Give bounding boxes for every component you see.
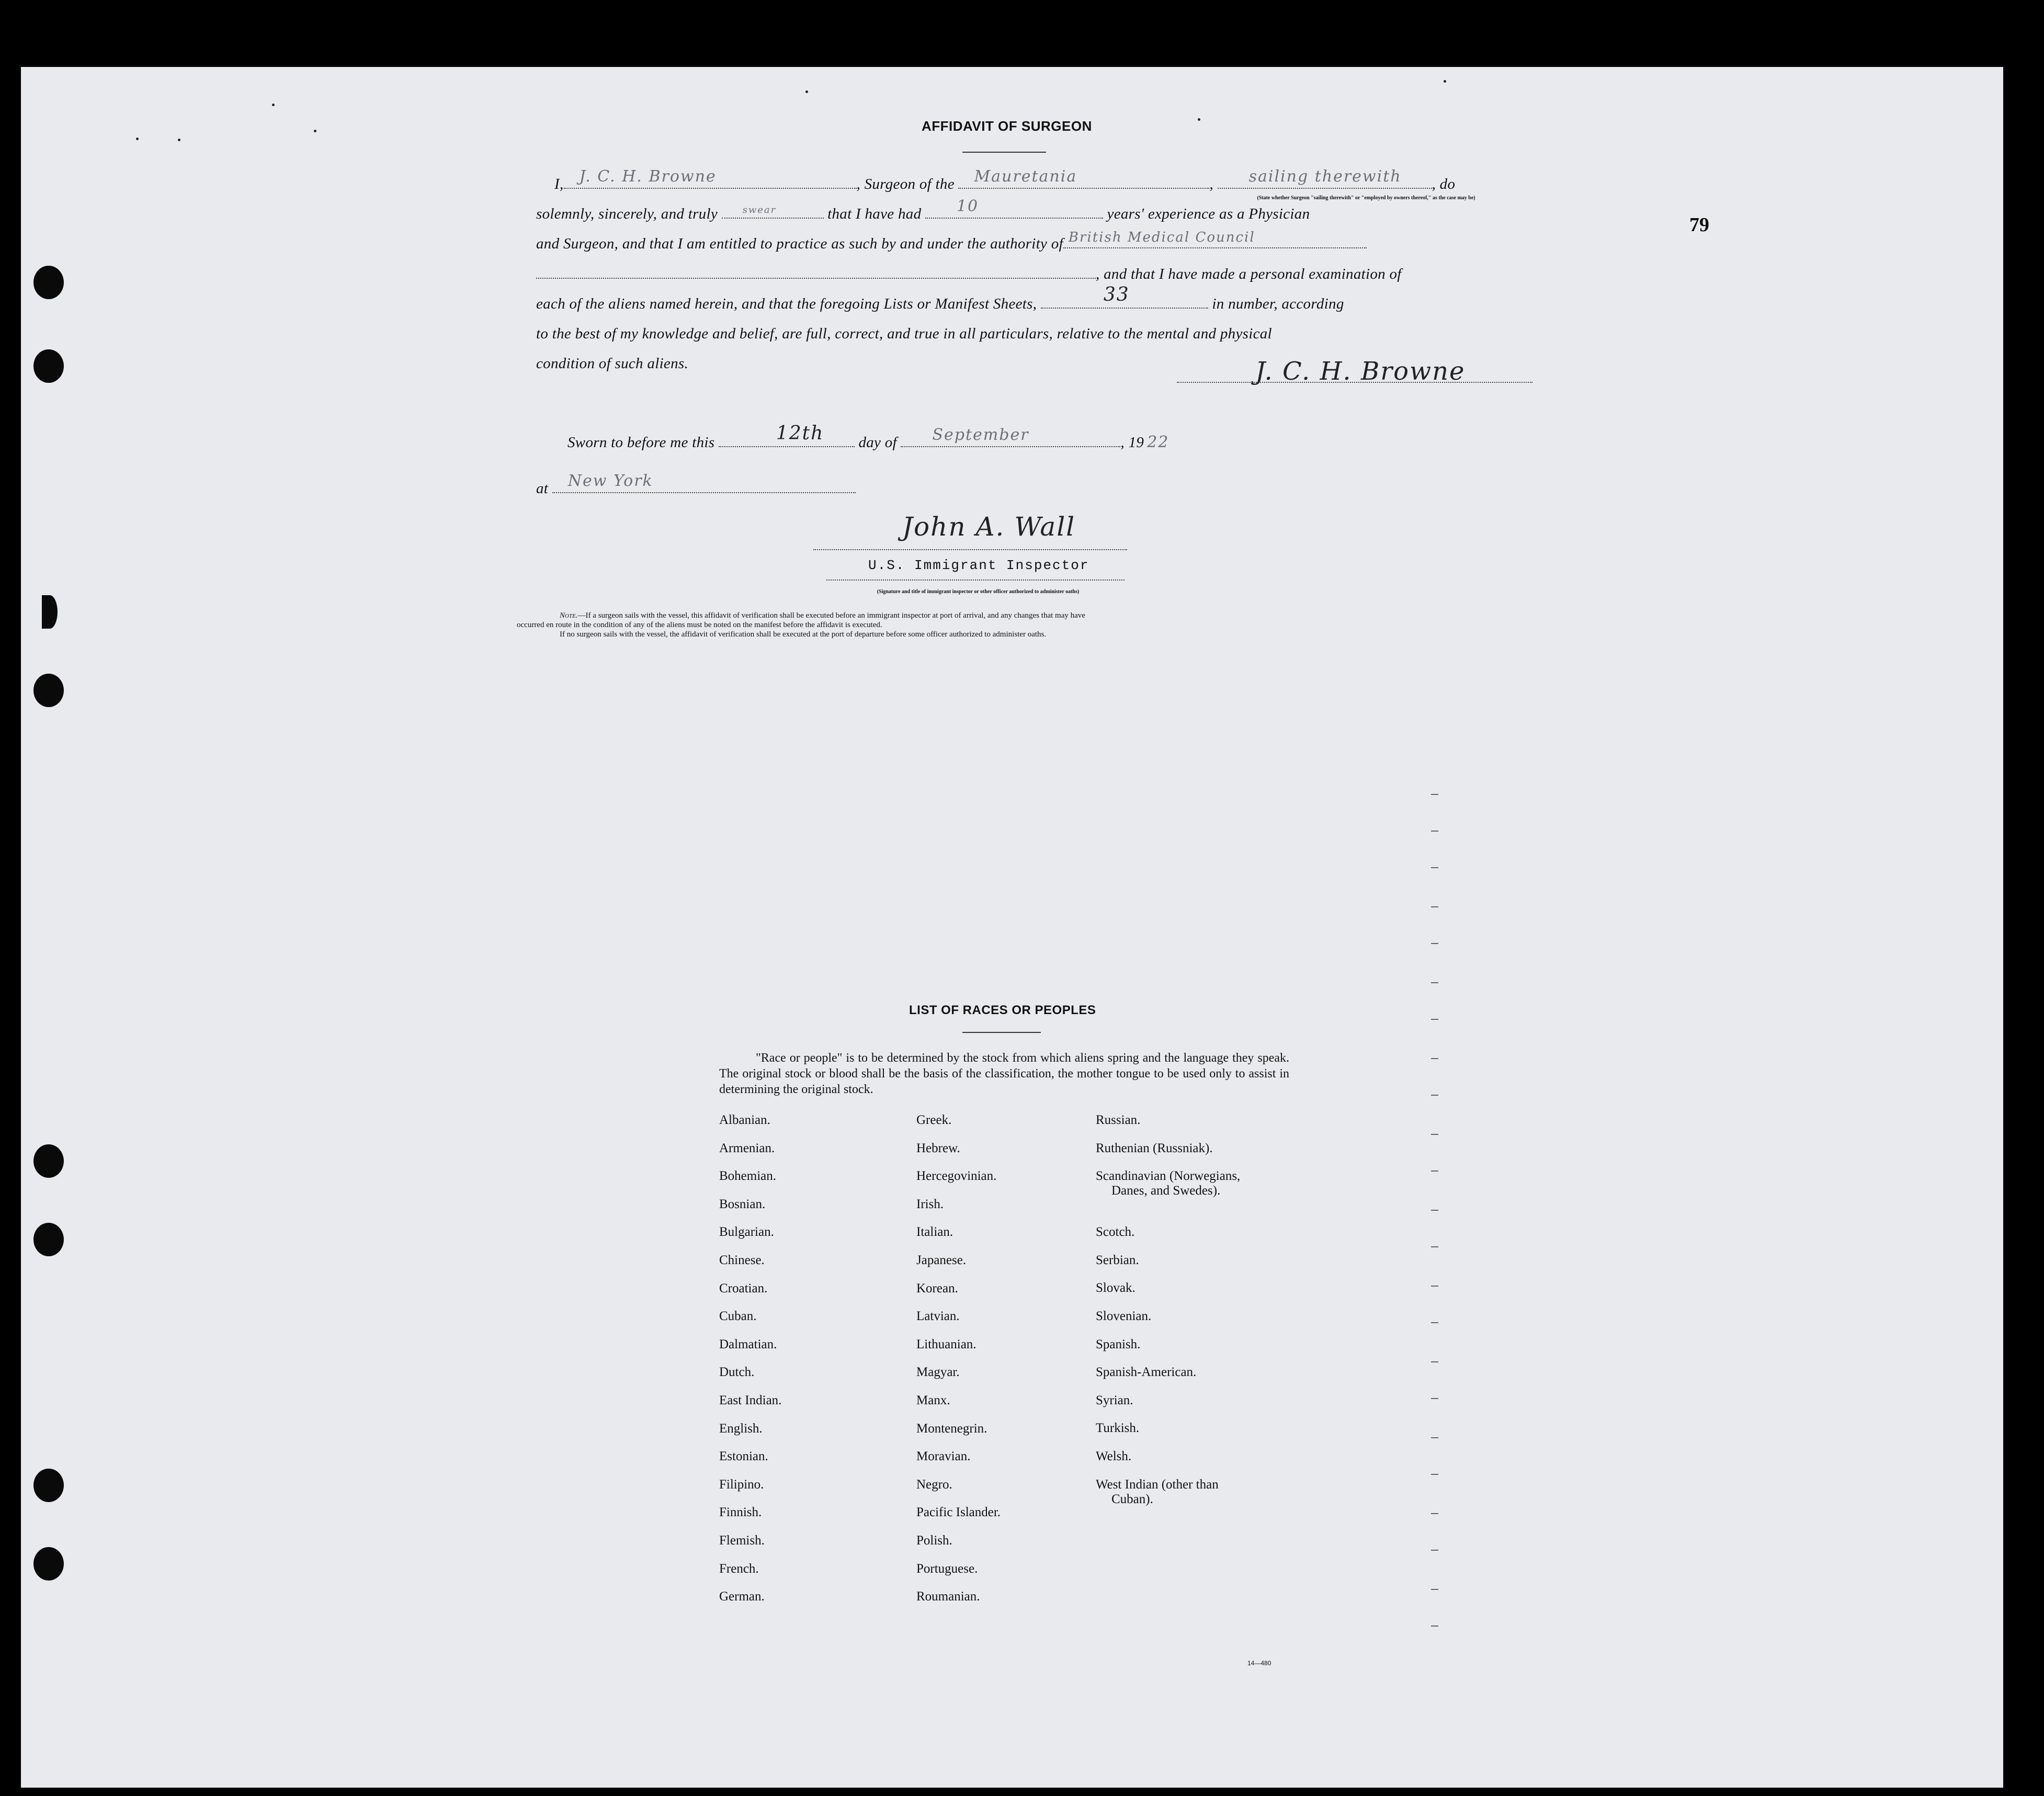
margin-tick	[1431, 831, 1438, 832]
race-item: Latvian.	[916, 1309, 960, 1324]
race-item: Roumanian.	[916, 1589, 980, 1604]
race-item: Scandinavian (Norwegians,	[1096, 1169, 1241, 1184]
race-item: Japanese.	[916, 1253, 967, 1267]
race-item: Hebrew.	[916, 1141, 960, 1155]
race-item: Bulgarian.	[719, 1225, 774, 1240]
races-title: LIST OF RACES OR PEOPLES	[909, 1003, 1096, 1017]
margin-tick	[1431, 867, 1438, 868]
race-item: Pacific Islander.	[916, 1505, 1001, 1520]
margin-tick	[1431, 794, 1438, 795]
race-item: Italian.	[916, 1225, 953, 1240]
ink-speck	[272, 104, 275, 106]
sheets-field	[1041, 284, 1208, 309]
margin-tick	[1431, 943, 1438, 944]
race-item: Dutch.	[719, 1365, 755, 1380]
inspector-caption: (Signature and title of immigrant inspector or other officer authorized to administer oaths)	[877, 589, 1080, 595]
margin-tick	[1431, 1322, 1438, 1323]
margin-tick	[1431, 1513, 1438, 1514]
race-item: West Indian (other than	[1096, 1477, 1219, 1492]
inspector-title: U.S. Immigrant Inspector	[868, 558, 1089, 573]
race-item: Serbian.	[1096, 1253, 1139, 1267]
margin-tick	[1431, 1134, 1438, 1135]
race-item: Turkish.	[1096, 1421, 1140, 1436]
race-item: Armenian.	[719, 1141, 775, 1155]
surgeon-signature	[1177, 357, 1532, 386]
race-item: Russian.	[1096, 1113, 1141, 1127]
race-item: Welsh.	[1096, 1449, 1132, 1463]
ink-speck	[178, 139, 180, 141]
affidavit-line-7: condition of such aliens.	[536, 355, 689, 372]
surgeon-name-field	[564, 167, 857, 189]
handwritten-years: 10	[956, 197, 979, 215]
races-column-3	[1096, 1113, 1240, 1520]
authority-field	[1063, 230, 1367, 248]
race-item: Spanish.	[1096, 1337, 1141, 1351]
race-item: Danes, and Swedes).	[1111, 1184, 1221, 1198]
vessel-note: (State whether Surgeon "sailing therewith" or "employed by owners thereof," as the case may be)	[1257, 195, 1475, 201]
race-item: Bohemian.	[719, 1169, 777, 1184]
page-number: 79	[1689, 214, 1709, 236]
document-sheet	[21, 67, 2003, 1788]
race-item: Flemish.	[719, 1533, 765, 1548]
affidavit-title: AFFIDAVIT OF SURGEON	[922, 118, 1092, 134]
affidavit-line-3: and Surgeon, and that I am entitled to practice as such by and under the authority of British Medical Council	[536, 235, 1367, 253]
handwritten-place: New York	[567, 472, 653, 490]
race-item: Slovenian.	[1096, 1309, 1152, 1323]
ink-speck	[314, 130, 316, 132]
race-item: Bosnian.	[719, 1197, 766, 1211]
margin-tick	[1431, 1550, 1438, 1551]
affidavit-line-1: I, J. C. H. Browne , Surgeon of the Mauretania , sailing therewith , do	[554, 167, 1456, 192]
race-item: French.	[719, 1561, 759, 1576]
races-title-rule	[962, 1032, 1041, 1033]
form-number: 14—480	[1247, 1659, 1271, 1667]
margin-tick	[1431, 1210, 1438, 1211]
margin-tick	[1431, 1019, 1438, 1020]
handwritten-vessel: Mauretania	[974, 167, 1077, 186]
race-item: Spanish-American.	[1096, 1365, 1197, 1380]
race-item: East Indian.	[719, 1393, 782, 1407]
races-column-2	[916, 1113, 1001, 1618]
affidavit-line-4: , and that I have made a personal examination of	[536, 266, 1402, 283]
affidavit-line-5: each of the aliens named herein, and that the foregoing Lists or Manifest Sheets, 33 in number, according	[536, 284, 1344, 312]
margin-tick	[1431, 1170, 1438, 1172]
race-item: Syrian.	[1096, 1393, 1133, 1407]
handwritten-verb: swear	[742, 204, 777, 215]
vessel-field	[958, 167, 1209, 189]
races-intro: "Race or people" is to be determined by the stock from which aliens spring and the language they speak. The original stock or blood shall be the basis of the classification, the mother tongue to be used only to assist in determining the original stock.	[719, 1051, 1289, 1096]
ink-speck	[805, 90, 808, 93]
race-item: Moravian.	[916, 1449, 971, 1464]
handwritten-inspector-signature: John A. Wall	[902, 511, 1076, 542]
punch-hole	[33, 349, 64, 383]
race-item: Scotch.	[1096, 1225, 1135, 1240]
handwritten-day: 12th	[776, 423, 824, 444]
race-item: Filipino.	[719, 1477, 764, 1492]
authority-continued-field	[536, 266, 1096, 279]
note-line-2: occurred en route in the condition of any of the aliens must be noted on the manifest before the affidavit is executed.	[517, 621, 882, 629]
punch-hole	[33, 1547, 64, 1581]
affidavit-line-6: to the best of my knowledge and belief, are full, correct, and true in all particulars, relative to the mental and physical	[536, 325, 1272, 342]
race-item: Croatian.	[719, 1281, 768, 1295]
race-item: Chinese.	[719, 1253, 765, 1267]
punch-hole	[33, 1469, 64, 1502]
margin-tick	[1431, 1058, 1438, 1059]
margin-tick	[1431, 1589, 1438, 1590]
affidavit-line-2: solemnly, sincerely, and truly swear that I have had 10 years' experience as a Physician	[536, 197, 1310, 222]
ink-speck	[1444, 80, 1446, 83]
years-field	[925, 197, 1103, 219]
race-item: Hercegovinian.	[916, 1169, 997, 1184]
affidavit-note: Note.—If a surgeon sails with the vessel, this affidavit of verification shall be executed before an immigrant inspector at port of arrival, and any changes that may have occurred en route in the condition of any of the aliens must be noted on the manifest before the affidavit is executed. If no surgeon sails with the vessel, the affidavit of verification shall be executed at the port of departure before some officer authorized to administer oaths.	[517, 611, 1085, 639]
race-item: Magyar.	[916, 1365, 960, 1380]
race-item: Greek.	[916, 1113, 952, 1127]
race-item: Negro.	[916, 1477, 952, 1492]
handwritten-sheets: 33	[1103, 284, 1130, 305]
margin-tick	[1431, 1398, 1438, 1399]
inspector-caption-rule	[826, 568, 1125, 581]
handwritten-surgeon-name: J. C. H. Browne	[579, 167, 717, 186]
month-field	[901, 426, 1120, 447]
day-field	[719, 423, 855, 447]
margin-tick	[1431, 1095, 1438, 1096]
margin-tick	[1431, 1246, 1438, 1247]
race-item: Albanian.	[719, 1113, 770, 1127]
at-line: at New York	[536, 480, 856, 497]
races-column-1	[719, 1113, 781, 1618]
margin-tick	[1431, 1626, 1438, 1627]
handwritten-signature: J. C. H. Browne	[1255, 357, 1466, 386]
race-item: Estonian.	[719, 1449, 768, 1464]
race-item: Ruthenian (Russniak).	[1096, 1141, 1213, 1155]
race-item: Manx.	[916, 1393, 950, 1407]
margin-tick	[1431, 1361, 1438, 1362]
race-item: Irish.	[916, 1197, 944, 1211]
margin-tick	[1431, 1286, 1438, 1287]
race-item: Finnish.	[719, 1505, 762, 1520]
margin-tick	[1431, 1437, 1438, 1438]
sworn-line: Sworn to before me this 12th day of September , 19 22	[567, 423, 1169, 451]
punch-hole	[33, 674, 64, 707]
ink-speck	[136, 138, 139, 140]
handwritten-month: September	[932, 426, 1029, 444]
handwritten-capacity: sailing therewith	[1248, 167, 1402, 186]
race-item: Lithuanian.	[916, 1337, 976, 1351]
handwritten-authority: British Medical Council	[1068, 230, 1255, 245]
margin-tick	[1431, 982, 1438, 983]
punch-hole	[33, 1223, 64, 1256]
race-item: Portuguese.	[916, 1561, 978, 1576]
race-item: Cuban.	[719, 1309, 757, 1324]
note-line-3: If no surgeon sails with the vessel, the affidavit of verification shall be executed at the port of departure before some officer authorized to administer oaths.	[560, 630, 1047, 639]
punch-hole	[33, 266, 64, 299]
race-item: Cuban).	[1111, 1492, 1153, 1506]
race-item: Dalmatian.	[719, 1337, 777, 1351]
title-rule	[962, 152, 1046, 153]
race-item: Korean.	[916, 1281, 958, 1295]
margin-tick	[1431, 1474, 1438, 1475]
capacity-field	[1218, 167, 1432, 189]
inspector-signature-line	[813, 538, 1127, 550]
note-label: Note.	[560, 611, 578, 620]
punch-hole	[42, 595, 58, 629]
race-item: English.	[719, 1421, 763, 1436]
verb-field	[722, 206, 824, 219]
race-item: German.	[719, 1589, 765, 1604]
race-item: Montenegrin.	[916, 1421, 987, 1436]
handwritten-year: 22	[1147, 433, 1169, 451]
ink-speck	[1198, 118, 1200, 121]
race-item: Slovak.	[1096, 1281, 1135, 1295]
margin-tick	[1431, 906, 1438, 907]
punch-hole	[33, 1144, 64, 1178]
race-item: Polish.	[916, 1533, 952, 1548]
